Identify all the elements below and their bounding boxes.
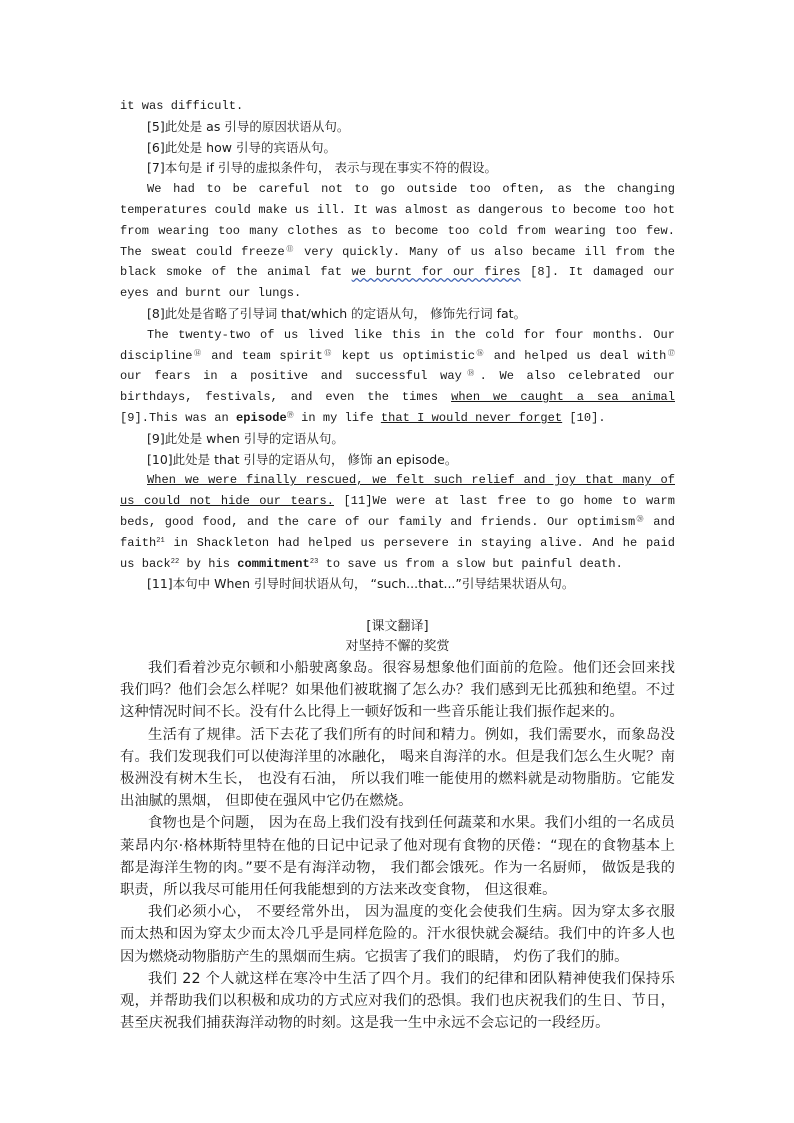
translation-header: [课文翻译]: [366, 619, 429, 634]
footnote-mark: ⑯: [475, 349, 486, 358]
note-10: [10]此处是 that 引导的定语从句， 修饰 an episode。: [147, 451, 458, 467]
underlined-sentence: When we were finally rescued, we felt such relief and joy that many of us could not hide our tears.: [120, 473, 675, 509]
note-6: [6]此处是 how 引导的宾语从句。: [147, 139, 336, 155]
vocab-word: episode: [236, 410, 287, 425]
footnote-mark: ⑰: [666, 349, 675, 358]
footnote-mark: 23: [309, 557, 319, 566]
note-8: [8]此处是省略了引导词 that/which 的定语从句， 修饰先行词 fat。: [147, 305, 527, 321]
underlined-clause: when we caught a sea animal: [451, 390, 675, 405]
footnote-mark: ⑮: [322, 349, 333, 358]
english-text-section: [120, 96, 675, 595]
underlined-clause: that I would never forget: [380, 410, 563, 425]
vocab-word: commitment: [237, 556, 310, 571]
footnote-mark: ⑲: [286, 411, 294, 420]
translation-paragraph: 我们必须小心， 不要经常外出， 因为温度的变化会使我们生病。因为穿太多衣服而太热和因为穿太少而太冷几乎是同样危险的。汗水很快就会凝结。我们中的许多人也因为燃烧动物脂肪产生的黑烟而生病。它损害了我们的眼睛， 灼伤了我们的肺。: [120, 904, 675, 965]
translation-paragraph: 我们看着沙克尔顿和小船驶离象岛。很容易想象他们面前的危险。他们还会回来找我们吗？他们会怎么样呢？如果他们被耽搁了怎么办？我们感到无比孤独和绝望。不过这种情况时间不长。没有什么比得上一顿好饭和一些音乐能让我们振作起来的。: [120, 660, 675, 721]
translation-section: [120, 617, 675, 1034]
note-7: [7]本句是 if 引导的虚拟条件句， 表示与现在事实不符的假设。: [147, 160, 498, 176]
footnote-mark: ⑳: [635, 515, 645, 524]
note-5: [5]此处是 as 引导的原因状语从句。: [147, 118, 350, 134]
footnote-mark: ⑱: [461, 370, 480, 379]
footnote-mark: 22: [170, 557, 180, 566]
paragraph-careful: We had to be careful not to go outside too often, as the changing temperatures could make us ill. It was almost as dangerous to become too hot from wearing too many clothes as to become too cold from wearing too few. The sweat could freeze⑪ very quickly. Many of us also became ill from the black smoke of the animal fat we burnt for our fires [8]. It damaged our eyes and burnt our lungs.: [120, 182, 675, 301]
translation-paragraph: 生活有了规律。活下去花了我们所有的时间和精力。例如，我们需要水，而象岛没有。我们发现我们可以使海洋里的冰融化， 喝来自海洋的水。但是我们怎么生火呢？南极洲没有树木生长， 也没有石油， 所以我们唯一能使用的燃料就是动物脂肪。它能发出油腻的黑烟， 但即使在强风中它仍在燃烧。: [120, 726, 675, 810]
translation-paragraph: 我们 22 个人就这样在寒冷中生活了四个月。我们的纪律和团队精神使我们保持乐观，并帮助我们以积极和成功的方式应对我们的恐惧。我们也庆祝我们的生日、节日， 甚至庆祝我们捕获海洋动物的时刻。这是我一生中永远不会忘记的一段经历。: [120, 970, 675, 1032]
translation-title: 对坚持不懈的奖赏: [345, 639, 450, 654]
translation-paragraph: 食物也是个问题， 因为在岛上我们没有找到任何蔬菜和水果。我们小组的一名成员莱昂内尔·格林斯特里特在他的日记中记录了他对现有食物的厌倦：“现在的食物基本上都是海洋生物的肉。”要不是有海洋动物， 我们都会饿死。作为一名厨师， 做饭是我的职责，所以我尽可能用任何我能想到的方法来改变食物， 但这很难。: [120, 815, 675, 899]
footnote-mark: ⑪: [284, 245, 296, 254]
footnote-mark: ⑭: [192, 349, 203, 358]
paragraph-continuation: it was difficult.: [120, 99, 244, 113]
footnote-mark: 21: [156, 536, 165, 545]
wavy-underlined-clause: we burnt for our fires: [351, 265, 521, 280]
note-11: [11]本句中 When 引导时间状语从句， “such...that...”引导结果状语从句。: [147, 576, 575, 592]
paragraph-rescued: When we were finally rescued, we felt such relief and joy that many of us could not hide our tears. [11]We were at last free to go home to warm beds, good food, and the care of our family and friends. Our optimism⑳ and faith$^{21}$ in Shackleton had helped us persevere in staying alive. And he paid us back$^{22}$ by his commitment$^{23}$ to save us from a slow but painful death.: [120, 473, 675, 571]
note-9: [9]此处是 when 引导的定语从句。: [147, 430, 344, 446]
paragraph-four-months: The twenty-two of us lived like this in the cold for four months. Our discipline⑭ and team spirit⑮ kept us optimistic⑯ and helped us deal with⑰ our fears in a positive and successful way⑱. We also celebrated our birthdays, festivals, and even the times when we caught a sea animal [9].This was an episode⑲ in my life that I would never forget [10].: [120, 327, 675, 425]
